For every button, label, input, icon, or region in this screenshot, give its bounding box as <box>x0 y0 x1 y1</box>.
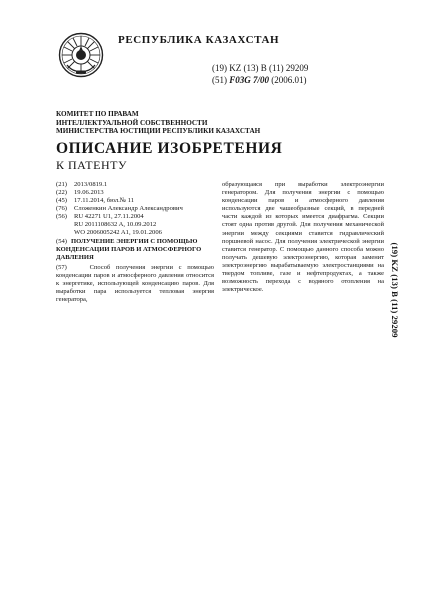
biblio-value: Сложенкин Александр Александрович <box>74 205 183 212</box>
document-title: ОПИСАНИЕ ИЗОБРЕТЕНИЯ <box>56 140 283 157</box>
committee-line: ИНТЕЛЛЕКТУАЛЬНОЙ СОБСТВЕННОСТИ <box>56 118 208 127</box>
biblio-row <box>56 181 214 189</box>
biblio-row <box>56 213 214 221</box>
abstract-column-1 <box>56 264 214 304</box>
invention-title-text: ПОЛУЧЕНИЕ ЭНЕРГИИ С ПОМОЩЬЮ КОНДЕНСАЦИИ ПАРОВ И АТМОСФЕРНОГО ДАВЛЕНИЯ <box>56 238 202 261</box>
side-code-text: (19) KZ (13) B (11) 29209 <box>390 242 400 338</box>
biblio-continuation: WO 2006005242 A1, 19.01.2006 <box>74 229 162 236</box>
side-publication-number <box>388 192 402 388</box>
publication-number: (19) KZ (13) B (11) 29209 <box>212 63 309 73</box>
biblio-row <box>56 189 214 197</box>
ipc-code: (51) <box>212 75 230 85</box>
biblio-row <box>56 197 214 205</box>
biblio-row <box>56 205 214 213</box>
biblio-continuation: RU 2011108632 A, 10.09.2012 <box>74 221 157 228</box>
state-emblem-icon <box>58 32 104 78</box>
biblio-value: RU 42271 U1, 27.11.2004 <box>74 213 144 220</box>
ipc-version: (2006.01) <box>269 75 307 85</box>
biblio-code: (45) <box>56 197 67 204</box>
ipc-class: F03G 7/00 <box>229 75 270 85</box>
biblio-value: 2013/0819.1 <box>74 181 108 188</box>
document-subtitle: К ПАТЕНТУ <box>56 158 127 172</box>
abstract-text-part1: Способ получения энергии с помощью конденсации паров и атмосферного давления относится к энергетике, использующей конденсацию паров. Для выработки пара используется тепловая энергия генератора, <box>56 264 214 304</box>
abstract-column-2: образующаяся при выработки электроэнергии генератором. Для получения энергии с помощью конденсации паров и атмосферного давления используются две чашеобразные секций, в передней части каждой из которых имеется диафрагма. Секции стоят одна против другой. Для получения механической энергии между секциями ставится гидравлический поршневой насос. Для получения электрической энергии ставится генератор. С помощью данного способа можно получать дешевую электроэнергию, которая заменит электроэнергию вырабатываемую электростанциями на твердом топливе, газе и нефтепродуктах, а также возможность перехода с водяного отопления на электрическое. <box>222 181 384 294</box>
biblio-code: (56) <box>56 213 67 220</box>
invention-title-code: (54) <box>56 238 67 245</box>
invention-title <box>56 238 214 262</box>
biblio-value: 17.11.2014, бюл.№ 11 <box>74 197 135 204</box>
abstract-code: (57) <box>56 264 67 271</box>
republic-name: РЕСПУБЛИКА КАЗАХСТАН <box>118 34 280 46</box>
biblio-code: (76) <box>56 205 67 212</box>
bibliographic-data <box>56 181 214 237</box>
biblio-value: 19.06.2013 <box>74 189 104 196</box>
biblio-code: (21) <box>56 181 67 188</box>
biblio-code: (22) <box>56 189 67 196</box>
committee-line: КОМИТЕТ ПО ПРАВАМ <box>56 110 139 118</box>
committee-block <box>56 110 260 136</box>
committee-line: МИНИСТЕРСТВА ЮСТИЦИИ РЕСПУБЛИКИ КАЗАХСТАН <box>56 127 261 136</box>
ipc-classification <box>212 75 307 85</box>
